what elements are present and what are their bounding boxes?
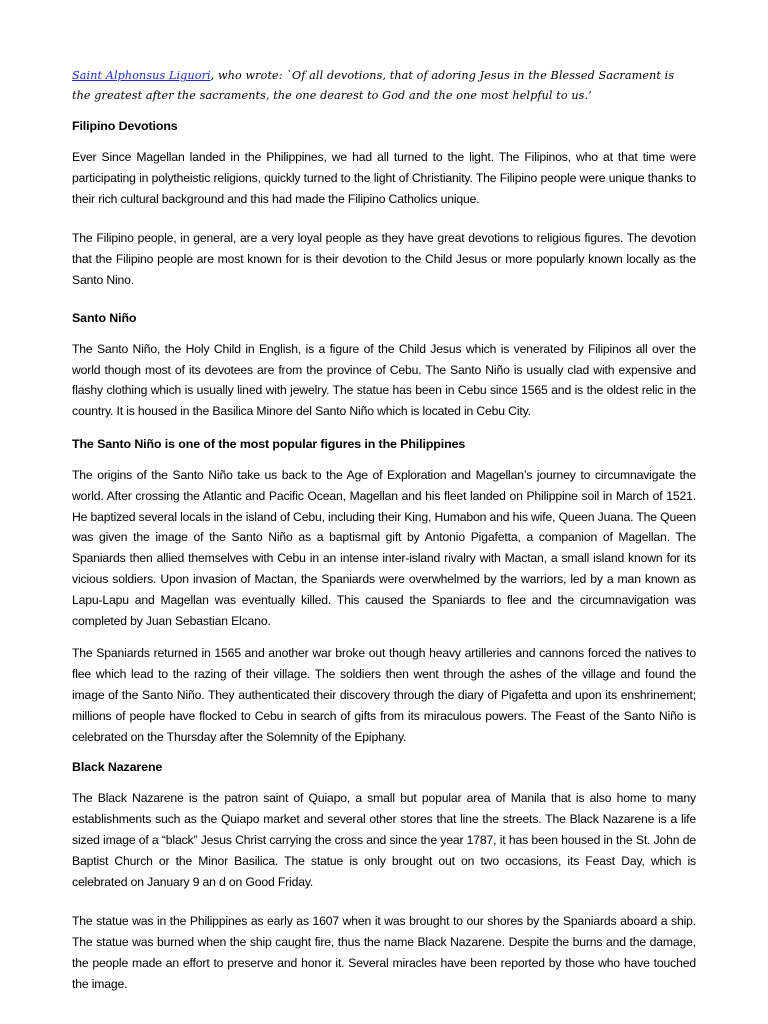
section-heading-santo-nino-popular: The Santo Niño is one of the most popular figures in the Philippines [72,436,466,451]
paragraph: The origins of the Santo Niño take us back to the Age of Exploration and Magellan’s journey to circumnavigate the world. After crossing the Atlantic and Pacific Ocean, Magellan and his fleet landed on Philippine soil in March of 1521. He baptized several locals in the island of Cebu, including their King, Humabon and his wife, Queen Juana. The Queen was given the image of the Santo Niño as a baptismal gift by Antonio Pigafetta, a companion of Magellan. The Spaniards then allied themselves with Cebu in an intense inter-island rivalry with Mactan, a small island known for its vicious soldiers. Upon invasion of Mactan, the Spaniards were overwhelmed by the warriors, led by a man known as Lapu-Lapu and Magellan was eventually killed. This caused the Spaniards to flee and the circumnavigation was completed by Juan Sebastian Elcano. [72,467,696,628]
section-heading-black-nazarene: Black Nazarene [72,760,163,775]
document-page [72,66,696,995]
paragraph: The Filipino people, in general, are a very loyal people as they have great devotions to religious figures. The devotion that the Filipino people are most known for is their devotion to the Child Jesus or more popularly known locally as the Santo Nino. [72,231,696,287]
paragraph: The statue was in the Philippines as early as 1607 when it was brought to our shores by the Spaniards aboard a ship. The statue was burned when the ship caught fire, thus the name Black Nazarene. Despite the burns and the damage, the people made an effort to preserve and honor it. Several miracles have been reported by those who have touched the image. [72,914,696,991]
paragraph: The Spaniards returned in 1565 and another war broke out though heavy artilleries and cannons forced the natives to flee which lead to the razing of their village. The soldiers then went through the ashes of the village and found the image of the Santo Niño. They authenticated their discovery through the diary of Pigafetta and upon its enshrinement; millions of people have flocked to Cebu in search of gifts from its miraculous powers. The Feast of the Santo Niño is celebrated on the Thursday after the Solemnity of the Epiphany. [72,646,696,744]
quote-text: , who wrote: `Of all devotions, that of adoring Jesus in the Blessed Sacrament is the greatest after the sacraments, the one dearest to God and the one most helpful to us.’ [72,69,675,102]
saint-alphonsus-link[interactable]: Saint Alphonsus Liguori [72,69,211,82]
paragraph: Ever Since Magellan landed in the Philippines, we had all turned to the light. The Filipinos, who at that time were participating in polytheistic religions, quickly turned to the light of Christianity. The Filipino people were unique thanks to their rich cultural background and this had made the Filipino Catholics unique. [72,150,696,206]
opening-quote [72,66,696,106]
section-heading-santo-nino: Santo Niño [72,310,137,325]
paragraph: The Santo Niño, the Holy Child in English, is a figure of the Child Jesus which is venerated by Filipinos all over the world though most of its devotees are from the province of Cebu. The Santo Niño is usually clad with expensive and flashy clothing which is usually lined with jewelry. The statue has been in Cebu since 1565 and is the oldest relic in the country. It is housed in the Basilica Minore del Santo Niño which is located in Cebu City. [72,341,696,419]
paragraph: The Black Nazarene is the patron saint of Quiapo, a small but popular area of Manila that is also home to many establishments such as the Quiapo market and several other stores that line the streets. The Black Nazarene is a life sized image of a “black” Jesus Christ carrying the cross and since the year 1787, it has been housed in the St. John de Baptist Church or the Minor Basilica. The statue is only brought out on two occasions, its Feast Day, which is celebrated on January 9 an d on Good Friday. [72,791,696,889]
section-heading-filipino-devotions: Filipino Devotions [72,119,178,133]
